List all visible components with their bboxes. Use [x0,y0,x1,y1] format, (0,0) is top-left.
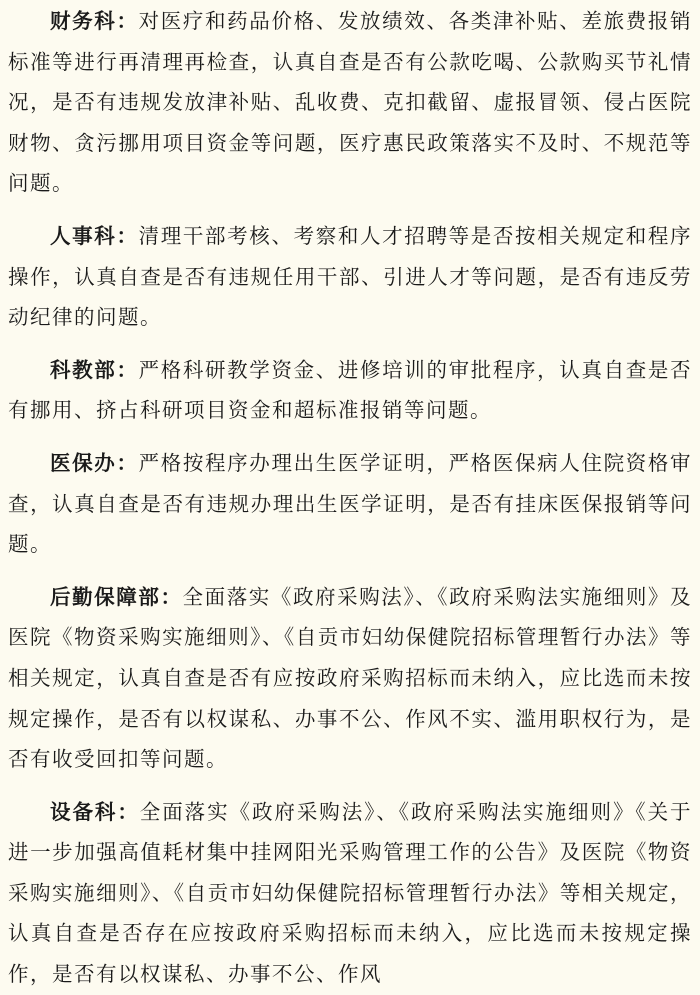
paragraph-personnel [8,216,692,338]
paragraph-body: 清理干部考核、考察和人才招聘等是否按相关规定和程序操作，认真自查是否有违规任用干部、引进人才等问题，是否有违反劳动纪律的问题。 [8,223,693,330]
paragraph-science-education [8,350,692,431]
paragraph-heading: 设备科： [50,799,140,824]
paragraph-heading: 科教部： [50,357,139,382]
paragraph-logistics [8,577,692,780]
paragraph-body: 全面落实《政府采购法》、《政府采购法实施细则》及医院《物资采购实施细则》、《自贡市妇幼保健院招标管理暂行办法》等相关规定，认真自查是否有应按政府采购招标而未纳入，应比选而未按规定操作，是否有以权谋私、办事不公、作风不实、滥用职权行为，是否有收受回扣等问题。 [8,584,693,772]
paragraph-heading: 人事科： [50,223,139,248]
paragraph-body: 全面落实《政府采购法》、《政府采购法实施细则》《关于进一步加强高值耗材集中挂网阳光采购管理工作的公告》及医院《物资采购实施细则》、《自贡市妇幼保健院招标管理暂行办法》等相关规定，认真自查是否存在应按政府采购招标而未纳入，应比选而未按规定操作，是否有以权谋私、办事不公、作风 [8,799,693,987]
paragraph-body: 严格按程序办理出生医学证明，严格医保病人住院资格审查，认真自查是否有违规办理出生医学证明，是否有挂床医保报销等问题。 [8,450,693,557]
paragraph-medical-insurance [8,443,692,565]
paragraph-heading: 后勤保障部： [50,584,183,609]
paragraph-heading: 财务科： [50,9,139,33]
paragraph-body: 对医疗和药品价格、发放绩效、各类津补贴、差旅费报销标准等进行再清理再检查，认真自查是否有公款吃喝、公款购买节礼情况，是否有违规发放津补贴、乱收费、克扣截留、虚报冒领、侵占医院财物、贪污挪用项目资金等问题，医疗惠民政策落实不及时、不规范等问题。 [8,9,693,196]
paragraph-equipment [8,792,692,995]
paragraph-heading: 医保办： [50,450,139,475]
paragraph-finance [8,1,692,204]
paragraph-body: 严格科研教学资金、进修培训的审批程序，认真自查是否有挪用、挤占科研项目资金和超标准报销等问题。 [8,357,693,423]
